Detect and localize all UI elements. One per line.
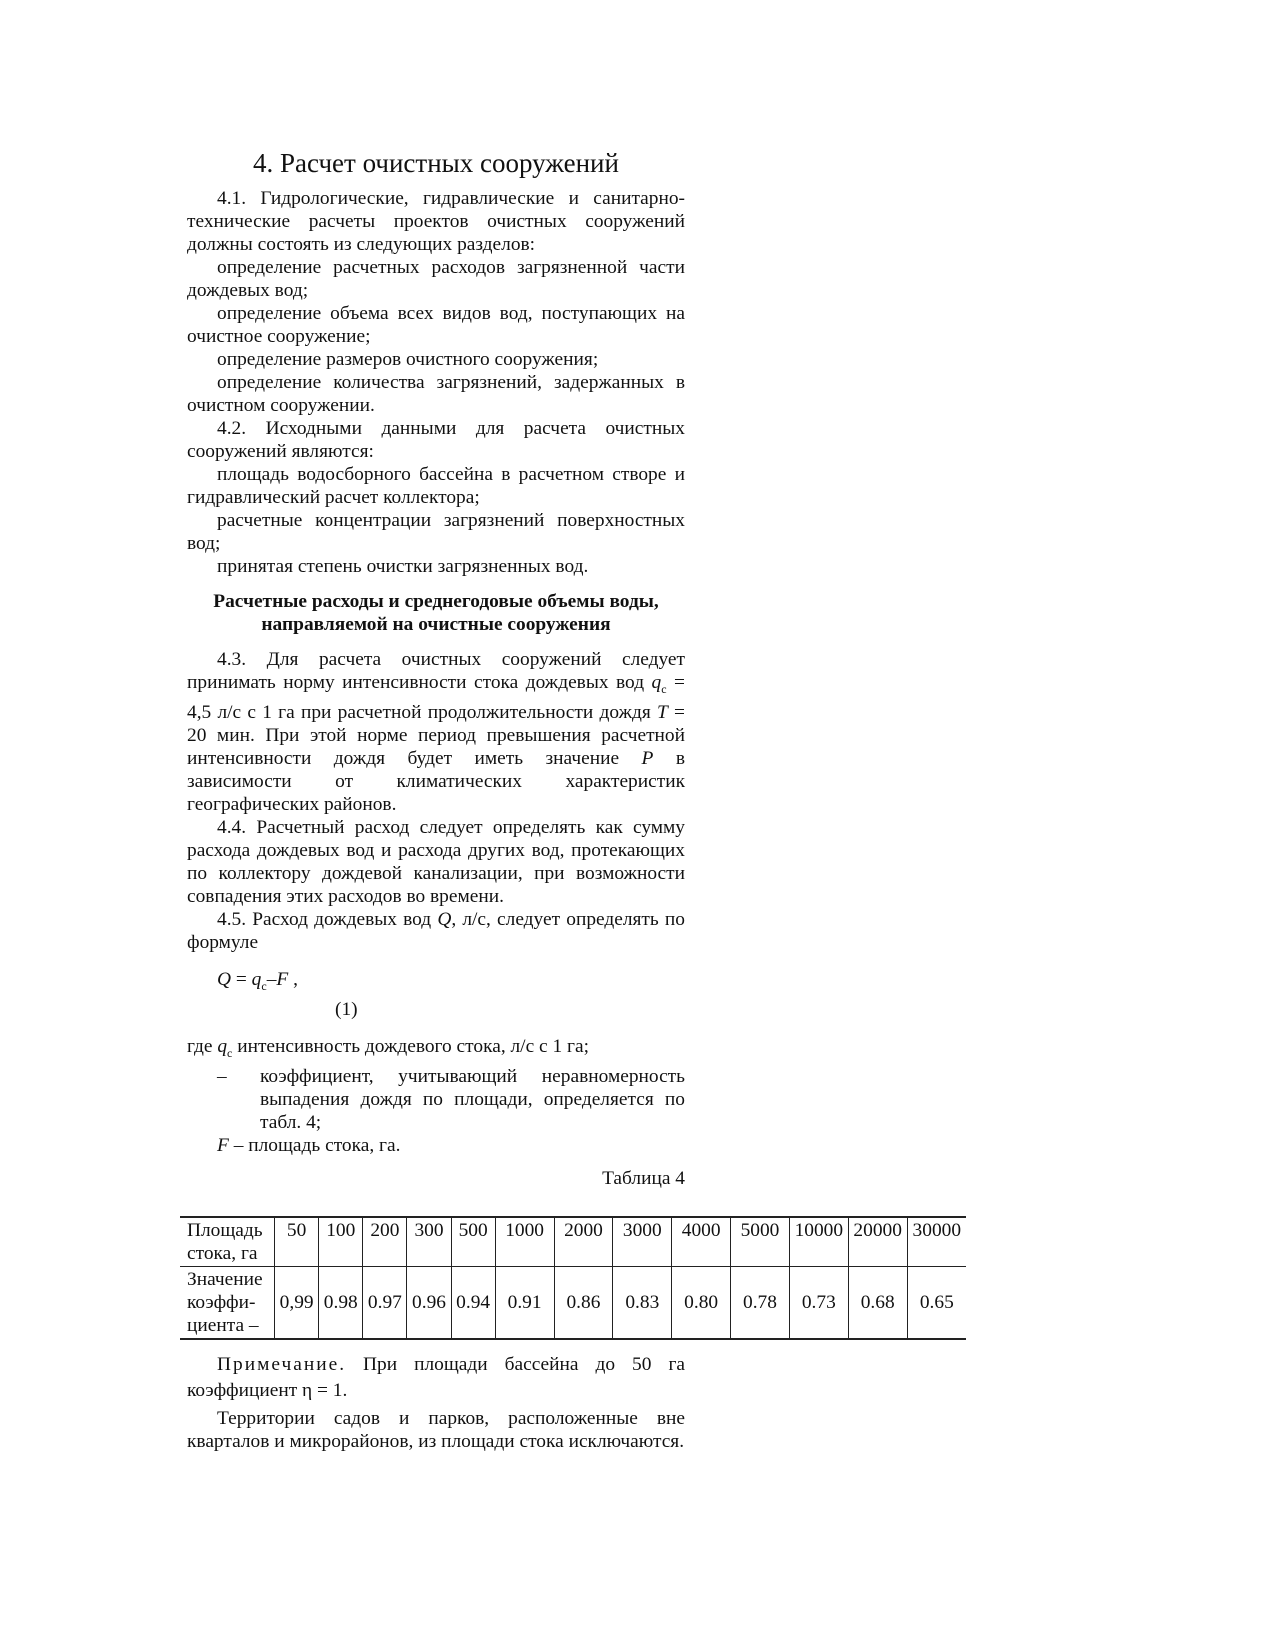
formula-number: (1) [335, 998, 358, 1020]
area-cell: 500 [451, 1217, 495, 1267]
paragraph-4-5: 4.5. Расход дождевых вод Q, л/с, следует определять по формуле [187, 908, 685, 953]
subheading-line-1: Расчетные расходы и среднегодовые объемы воды, [213, 591, 659, 612]
coefficient-cell: 0.73 [789, 1267, 848, 1340]
list-item: расчетные концентрации загрязнений поверхностных вод; [187, 510, 685, 554]
subheading-line-2: направляемой на очистные сооружения [261, 614, 611, 635]
coefficient-cell: 0.68 [848, 1267, 907, 1340]
coefficient-cell: 0.78 [731, 1267, 790, 1340]
list-item: определение расчетных расходов загрязненной части дождевых вод; [187, 257, 685, 301]
coefficient-cell: 0.80 [672, 1267, 731, 1340]
where-definition: где $q_c$ интенсивность дождевого стока, л/с с 1 га; [187, 1035, 589, 1060]
area-cell: 20000 [848, 1217, 907, 1267]
section-heading: 4. Расчет очистных сооружений [253, 148, 619, 178]
table-row [180, 1267, 966, 1340]
list-item: определение объема всех видов вод, поступающих на очистное сооружение; [187, 303, 685, 347]
area-cell: 50 [275, 1217, 319, 1267]
area-cell: 3000 [613, 1217, 672, 1267]
area-cell: 1000 [495, 1217, 554, 1267]
list-item: определение количества загрязнений, задержанных в очистном сооружении. [187, 372, 685, 416]
coefficient-table [180, 1216, 966, 1340]
area-cell: 200 [363, 1217, 407, 1267]
area-cell: 4000 [672, 1217, 731, 1267]
f-definition: F – площадь стока, га. [217, 1134, 401, 1156]
coefficient-cell: 0.98 [319, 1267, 363, 1340]
coefficient-cell: 0.86 [554, 1267, 613, 1340]
coefficient-cell: 0.97 [363, 1267, 407, 1340]
area-cell: 2000 [554, 1217, 613, 1267]
row-header: Значение коэффи- циента – [180, 1267, 275, 1340]
coefficient-cell: 0,99 [275, 1267, 319, 1340]
table-note [187, 1352, 685, 1453]
note-label: Примечание. [217, 1354, 347, 1375]
area-cell: 10000 [789, 1217, 848, 1267]
note-paragraph: Примечание. При площади бассейна до 50 га коэффициент η = 1. [187, 1354, 685, 1401]
subheading [187, 590, 685, 636]
coefficient-cell: 0.83 [613, 1267, 672, 1340]
eta-definition: – коэффициент, учитывающий неравномерность выпадения дождя по площади, определяется по табл. 4; [217, 1065, 685, 1133]
paragraph-4-3: 4.3. Для расчета очистных сооружений следует принимать норму интенсивности стока дождевых вод $q_c = 4,5$ л/с с 1 га при расчетной продолжительности дождя T = 20 мин. При этой норме период превышения расчетной интенсивности дождя будет иметь значение P в зависимости от климатических характеристик географических районов. [187, 649, 685, 815]
area-cell: 5000 [731, 1217, 790, 1267]
table-caption: Таблица 4 [602, 1167, 685, 1189]
coefficient-cell: 0.96 [407, 1267, 451, 1340]
section-body [187, 187, 685, 1190]
list-item: принятая степень очистки загрязненных вод. [217, 556, 589, 577]
paragraph-4-2: 4.2. Исходными данными для расчета очистных сооружений являются: [187, 418, 685, 462]
area-cell: 30000 [907, 1217, 966, 1267]
coefficient-cell: 0.91 [495, 1267, 554, 1340]
final-paragraph: Территории садов и парков, расположенные вне кварталов и микрорайонов, из площади стока исключаются. [187, 1408, 685, 1452]
coefficient-cell: 0.94 [451, 1267, 495, 1340]
formula: $Q = q_c-F$ , [217, 968, 298, 993]
area-cell: 100 [319, 1217, 363, 1267]
table-row [180, 1217, 966, 1267]
paragraph-4-4: 4.4. Расчетный расход следует определять как сумму расхода дождевых вод и расхода других вод, протекающих по коллектору дождевой канализации, при возможности совпадения этих расходов во времени. [187, 816, 685, 907]
row-header: Площадь стока, га [180, 1217, 275, 1267]
area-cell: 300 [407, 1217, 451, 1267]
paragraph-4-1: 4.1. Гидрологические, гидравлические и санитарно-технические расчеты проектов очистных сооружений должны состоять из следующих разделов: [187, 188, 685, 255]
list-item: площадь водосборного бассейна в расчетном створе и гидравлический расчет коллектора; [187, 464, 685, 508]
coefficient-cell: 0.65 [907, 1267, 966, 1340]
list-item: определение размеров очистного сооружения; [217, 349, 599, 370]
